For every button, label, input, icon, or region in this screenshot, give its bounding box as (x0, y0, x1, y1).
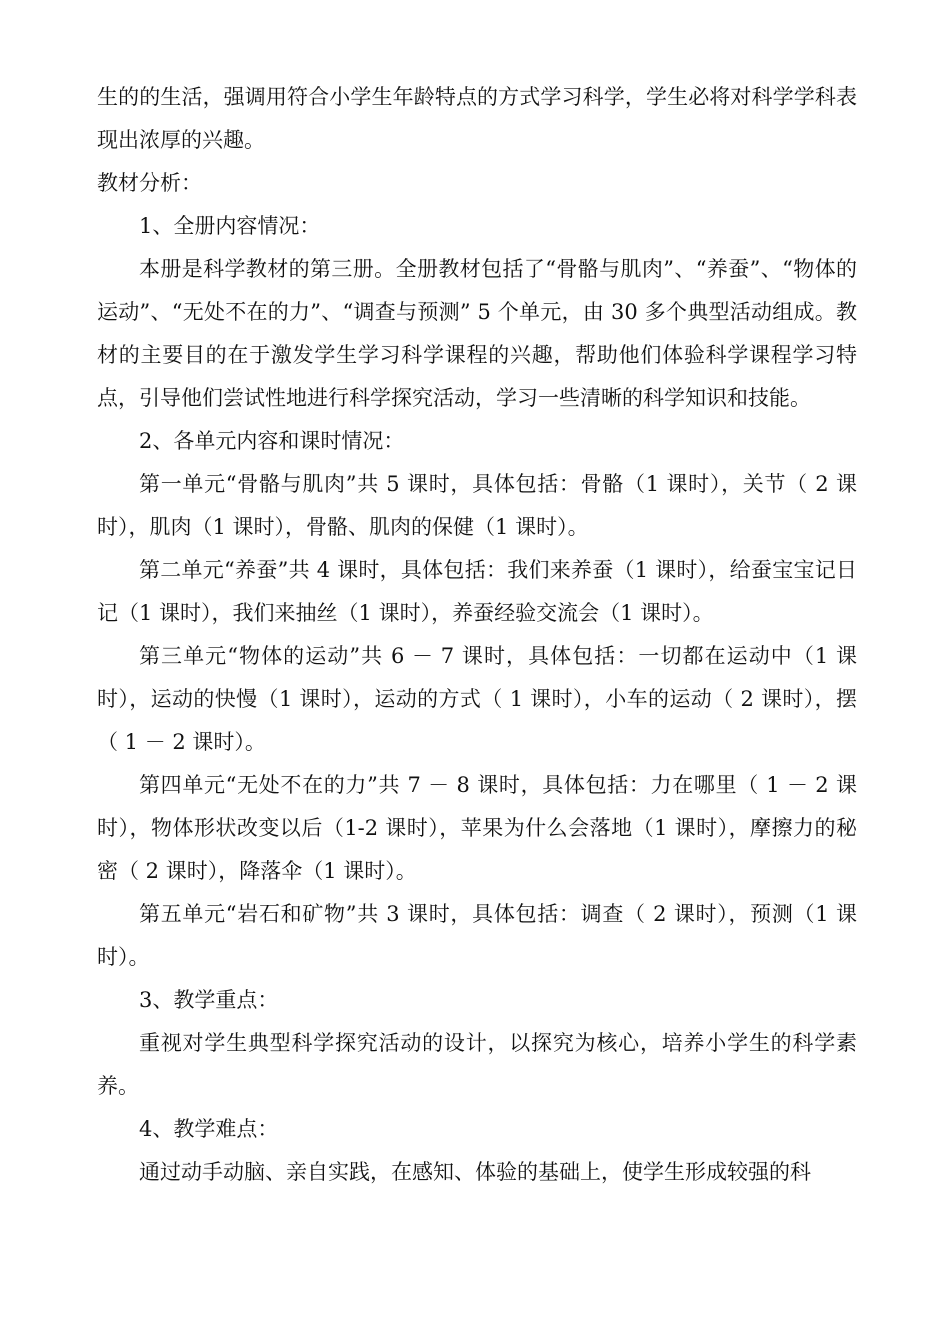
heading-unit-lessons: 2、各单元内容和课时情况： (139, 429, 405, 453)
paragraph-teaching-difficulty: 通过动手动脑、亲自实践，在感知、体验的基础上，使学生形成较强的科 (139, 1160, 811, 1184)
paragraph-unit-5: 第五单元“岩石和矿物”共 3 课时，具体包括：调查（ 2 课时），预测（1 课时）。 (97, 902, 857, 969)
heading-teaching-focus: 3、教学重点： (139, 988, 279, 1012)
paragraph-unit-1: 第一单元“骨骼与肌肉”共 5 课时，具体包括：骨骼（1 课时），关节（ 2 课时），肌肉（1 课时），骨骼、肌肉的保健（1 课时）。 (97, 472, 857, 539)
heading-volume-content: 1、全册内容情况： (139, 214, 321, 238)
paragraph-volume-content: 本册是科学教材的第三册。全册教材包括了“骨骼与肌肉”、“养蚕”、“物体的运动”、“无处不在的力”、“调查与预测” 5 个单元，由 30 多个典型活动组成。教材的主要目的在于激发学生学习科学课程的兴趣，帮助他们体验科学课程学习特点，引导他们尝试性地进行科学探究活动，学习一些清晰的科学知识和技能。 (97, 257, 857, 410)
document-page (97, 76, 857, 1194)
paragraph-unit-2: 第二单元“养蚕”共 4 课时，具体包括：我们来养蚕（1 课时），给蚕宝宝记日记（1 课时），我们来抽丝（1 课时），养蚕经验交流会（1 课时）。 (97, 558, 857, 625)
heading-teaching-difficulty: 4、教学难点： (139, 1117, 279, 1141)
paragraph-unit-3: 第三单元“物体的运动”共 6 － 7 课时，具体包括：一切都在运动中（1 课时），运动的快慢（1 课时），运动的方式（ 1 课时），小车的运动（ 2 课时），摆（ 1 － 2 课时）。 (97, 644, 857, 754)
heading-textbook-analysis: 教材分析： (97, 171, 202, 195)
paragraph-unit-4: 第四单元“无处不在的力”共 7 － 8 课时，具体包括：力在哪里（ 1 － 2 课时），物体形状改变以后（1-2 课时），苹果为什么会落地（1 课时），摩擦力的秘密（ 2 课时），降落伞（1 课时）。 (97, 773, 857, 883)
paragraph-teaching-focus: 重视对学生典型科学探究活动的设计，以探究为核心，培养小学生的科学素养。 (97, 1031, 857, 1098)
paragraph-intro-continuation: 生的的生活，强调用符合小学生年龄特点的方式学习科学，学生必将对科学学科表现出浓厚的兴趣。 (97, 85, 857, 152)
